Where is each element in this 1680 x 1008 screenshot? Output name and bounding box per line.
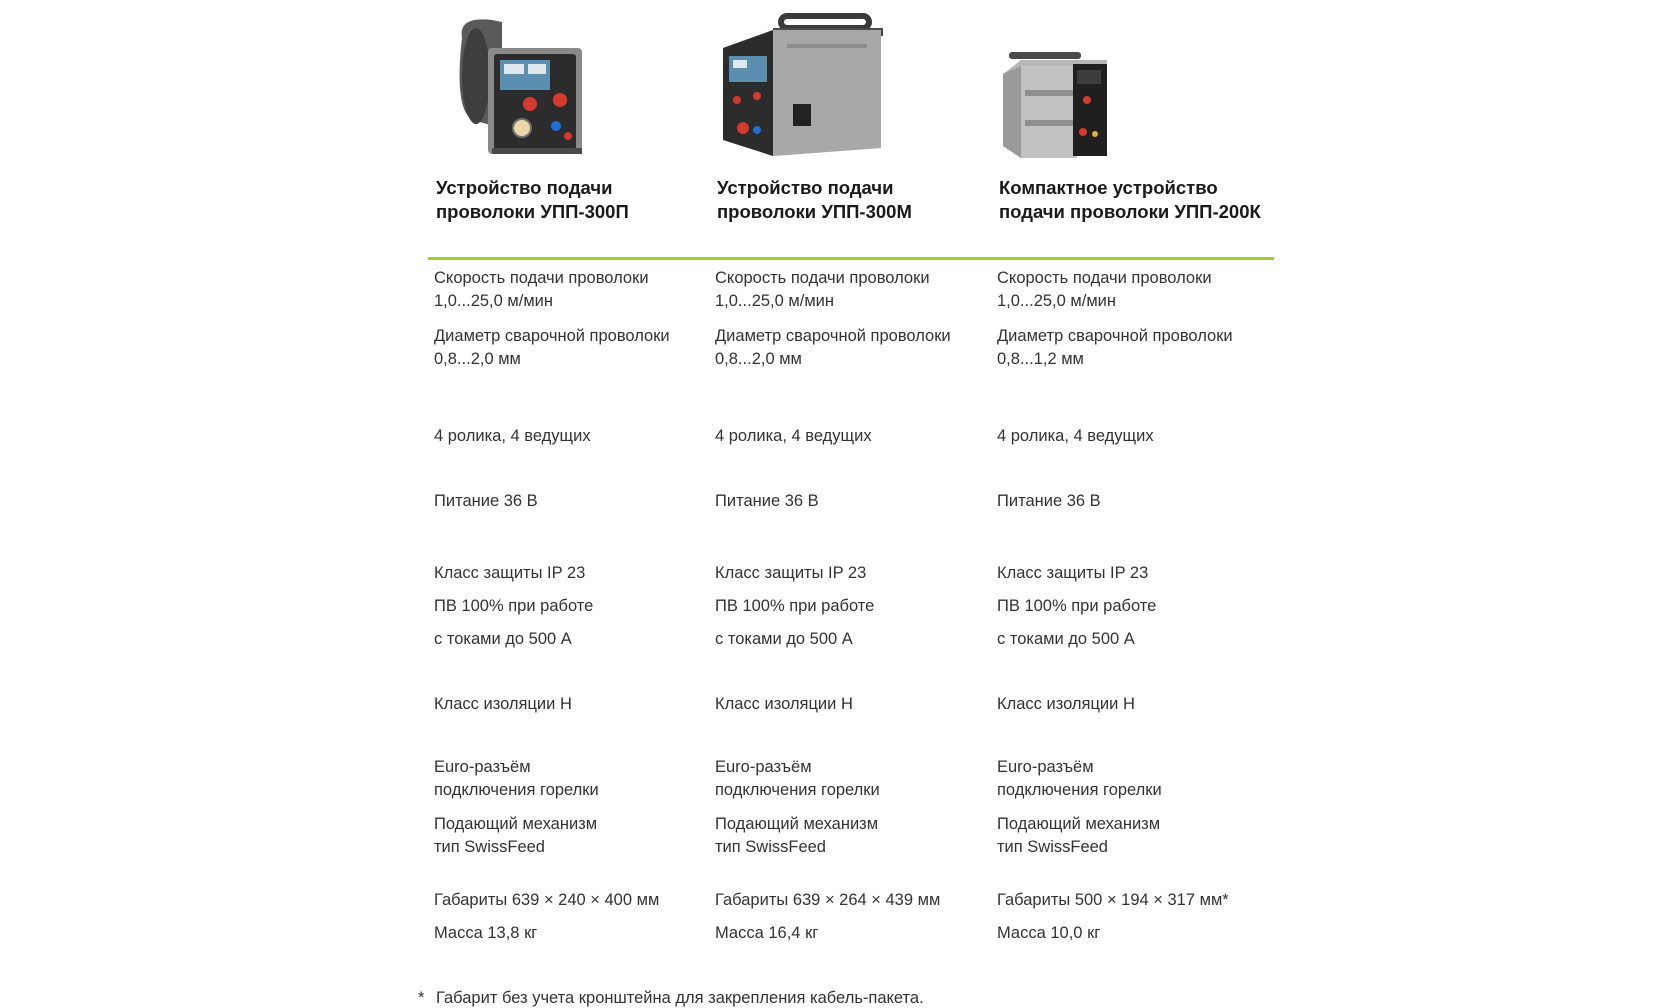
spec-dimensions: Габариты 639 × 240 × 400 мм (434, 891, 660, 909)
spec-wire-speed-label: Скорость подачи проволоки (997, 269, 1212, 287)
spec-feed-mechanism-type: тип SwissFeed (715, 838, 826, 856)
spec-mass: Масса 10,0 кг (997, 924, 1101, 942)
spec-rollers: 4 ролика, 4 ведущих (715, 427, 872, 445)
product-title: Устройство подачи проволоки УПП-300П (436, 177, 629, 222)
spec-duty-cycle-current: с токами до 500 А (434, 630, 572, 648)
spec-wire-diameter-label: Диаметр сварочной проволоки (715, 327, 951, 345)
spec-duty-cycle-current: с токами до 500 А (715, 630, 853, 648)
spec-wire-diameter-label: Диаметр сварочной проволоки (997, 327, 1233, 345)
spec-feed-mechanism-type: тип SwissFeed (434, 838, 545, 856)
footnote (418, 988, 924, 1008)
spec-protection-class: Класс защиты IP 23 (997, 564, 1149, 582)
spec-wire-speed-label: Скорость подачи проволоки (715, 269, 930, 287)
spec-duty-cycle-current: с токами до 500 А (997, 630, 1135, 648)
wire-feeder-upp-300p-image (432, 8, 672, 158)
spec-euro-connector: Euro-разъём (997, 758, 1094, 776)
spec-rollers: 4 ролика, 4 ведущих (434, 427, 591, 445)
spec-protection-class: Класс защиты IP 23 (715, 564, 867, 582)
spec-power: Питание 36 В (715, 492, 819, 510)
spec-protection-class: Класс защиты IP 23 (434, 564, 586, 582)
spec-feed-mechanism: Подающий механизм (997, 815, 1161, 833)
spec-power: Питание 36 В (434, 492, 538, 510)
spec-euro-connector-desc: подключения горелки (997, 781, 1162, 799)
footnote-text: Габарит без учета кронштейна для закрепления кабель-пакета. (436, 989, 924, 1007)
spec-wire-diameter-label: Диаметр сварочной проволоки (434, 327, 670, 345)
header-divider (428, 257, 1274, 260)
spec-insulation-class: Класс изоляции Н (997, 695, 1135, 713)
wire-feeder-upp-200k-image (995, 8, 1235, 158)
spec-mass: Масса 13,8 кг (434, 924, 538, 942)
spec-duty-cycle: ПВ 100% при работе (715, 597, 875, 615)
product-title: Компактное устройство подачи проволоки УПП-200К (999, 177, 1261, 222)
spec-insulation-class: Класс изоляции Н (715, 695, 853, 713)
footnote-mark: * (418, 989, 425, 1007)
spec-wire-diameter-value: 0,8...2,0 мм (715, 350, 802, 368)
spec-wire-speed-value: 1,0...25,0 м/мин (997, 292, 1116, 310)
spec-duty-cycle: ПВ 100% при работе (434, 597, 594, 615)
spec-feed-mechanism: Подающий механизм (715, 815, 879, 833)
spec-wire-diameter-value: 0,8...2,0 мм (434, 350, 521, 368)
spec-wire-speed-value: 1,0...25,0 м/мин (434, 292, 553, 310)
spec-feed-mechanism-type: тип SwissFeed (997, 838, 1108, 856)
wire-feeder-upp-300m-image (713, 8, 953, 158)
spec-feed-mechanism: Подающий механизм (434, 815, 598, 833)
spec-euro-connector-desc: подключения горелки (434, 781, 599, 799)
spec-wire-speed-label: Скорость подачи проволоки (434, 269, 649, 287)
spec-duty-cycle: ПВ 100% при работе (997, 597, 1157, 615)
spec-wire-speed-value: 1,0...25,0 м/мин (715, 292, 834, 310)
spec-power: Питание 36 В (997, 492, 1101, 510)
spec-dimensions: Габариты 500 × 194 × 317 мм* (997, 891, 1229, 909)
spec-euro-connector: Euro-разъём (434, 758, 531, 776)
spec-wire-diameter-value: 0,8...1,2 мм (997, 350, 1084, 368)
spec-rollers: 4 ролика, 4 ведущих (997, 427, 1154, 445)
product-title: Устройство подачи проволоки УПП-300М (717, 177, 912, 222)
spec-insulation-class: Класс изоляции Н (434, 695, 572, 713)
spec-mass: Масса 16,4 кг (715, 924, 819, 942)
spec-dimensions: Габариты 639 × 264 × 439 мм (715, 891, 941, 909)
spec-euro-connector: Euro-разъём (715, 758, 812, 776)
spec-euro-connector-desc: подключения горелки (715, 781, 880, 799)
